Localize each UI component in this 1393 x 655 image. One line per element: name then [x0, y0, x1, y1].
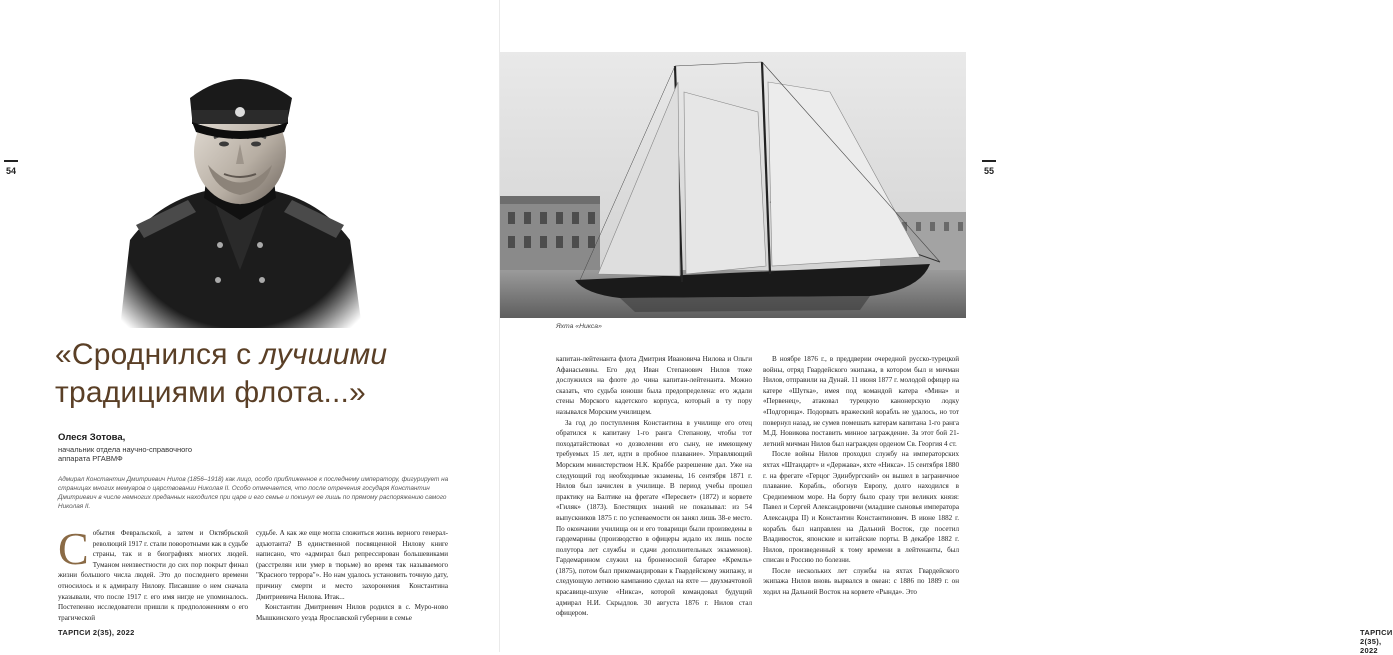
- left-page: [0, 0, 500, 652]
- body-column-3: [556, 354, 752, 619]
- body-paragraph: капитан-лейтенанта флота Дмитрия Ивановича Нилова и Ольги Афанасьевны. Его дед Иван Степанович Нилов тоже дослужился на флоте до чина капитан-лейтенанта. Можно сказать, что судьба юноши была предопределена: его ждали стены Морского кадетского корпуса, который в ту пору назывался Морским училищем.: [556, 355, 752, 416]
- page-number-right: 55: [983, 166, 994, 176]
- admiral-portrait: [100, 40, 380, 328]
- body-paragraph: После нескольких лет службы на яхтах Гвардейского экипажа Нилов вновь вырвался в океан: с 1886 по 1889 г. он ходил на Дальний Восток на корвете «Рында». Это: [763, 566, 959, 597]
- yacht-caption: Яхта «Никса»: [556, 323, 602, 330]
- author-role: начальник отдела научно-справочного аппарата РГАВМФ: [58, 445, 193, 463]
- author-block: [58, 432, 218, 463]
- body-column-4: [763, 354, 959, 598]
- author-name: Олеся Зотова,: [58, 432, 126, 443]
- headline-part-3: традициями флота...»: [55, 376, 366, 409]
- body-paragraph: Константин Дмитриевич Нилов родился в с. Мурo-ново Мышкинского уезда Ярославской губернии в семье: [256, 603, 448, 622]
- footer-right: ТАРПСИ 2(35), 2022: [1360, 628, 1393, 655]
- body-paragraph: В ноябре 1876 г., в преддверии очередной русско-турецкой войны, отряд Гвардейского экипажа, в котором был и мичман Нилов, отправили на Дунай. 11 июня 1877 г. молодой офицер на катере «Шутка», имея под командой катера «Мина» и «Первенец», атаковал турецкую канонерскую лодку «Подгорица». Подорвать вражеский корабль не удалось, но тот повернул назад, не сумев помешать катерам капитана 1-го ранга М.Д. Новикова поставить минное заграждение. За этот бой 21-летний мичман Нилов был награжден орденом Св. Георгия 4 ст.: [763, 355, 959, 448]
- headline-part-1: «Сроднился с: [55, 338, 260, 371]
- body-paragraph: судьбе. А как же еще могла сложиться жизнь верного генерал-адъютанта? В единственной посвященной Нилову книге написано, что «адмирал был репрессирован большевиками (расстрелян или умер в тюрьме) во время так называемого "Красного террора"». Но нам удалось установить точную дату, причину смерти и место захоронения Константина Дмитриевича Нилова. Итак...: [256, 529, 448, 601]
- dropcap: С: [58, 523, 89, 574]
- body-paragraph: За год до поступления Константина в училище его отец обратился к капитану 1-го ранга Степанову, чтобы тот походатайствовал «о дозволении его сыну, не имеющему требуемых 15 лет, идти в пробное плавание». Управляющий Морским министерством Н.К. Краббе разрешение дал. Уже на следующий год необходимые экзамены, 16 сентября 1871 г. Нилов был зачислен в училище. В период учебы прошел практику на Балтике на фрегате «Пересвет» (1872) и корвете «Гиляк» (1873). Блестящих знаний не показывал: из 54 выпускников 1875 г. по успеваемости он занял лишь 38-е место. По окончании училища он и его товарищи были произведены в гардемарины (производство в офицеры ждало их лишь после полутора лет службы и сдачи дополнительных экзаменов). Гардемарином служил на броненосной батарее «Кремль» (1875), потом был прикомандирован к Гвардейскому экипажу, и следующую летнюю кампанию сделал на яхте — двухмачтовой красавице-шхуне «Никса», которой командовал будущий адмирал Н.И. Скрыдлов. 30 августа 1876 г. Нилов стал офицером.: [556, 418, 752, 618]
- body-paragraph: После войны Нилов проходил службу на императорских яхтах «Штандарт» и «Держава», яхте «Никса». 15 сентября 1880 г. на фрегате «Герцог Эдинбургский» он вышел в заграничное плавание. Корабль, обогнув Европу, долго находился в Средиземном море. На борту было сразу три великих князя: Павел и Сергей Александровичи (младшие сыновья императора Александра II) и Константин Константинович. В июне 1882 г. корабль был направлен на Дальний Восток, где посетил Владивосток, японские и китайские порты. В декабре 1882 г. Нилов, произведенный к тому времени в лейтенанты, был списан в Россию по болезни.: [763, 450, 959, 565]
- body-column-1: [58, 523, 248, 623]
- page-number-bar-left: [4, 160, 18, 162]
- article-headline: [55, 336, 485, 412]
- portrait-caption: Адмирал Константин Дмитриевич Нилов (1856–1918) как лицо, особо приближенное к последнему императору, фигурирует на страницах многих мемуаров о царствовании Николая II. Особо отмечается, что после отречения государя Константин Дмитриевич в числе немногих преданных находился при царе и его семье и покинул ее лишь по прямому распоряжению самого Николая II.: [58, 476, 449, 510]
- page-number-left: 54: [6, 166, 17, 176]
- yacht-photo: [500, 52, 966, 318]
- body-paragraph: обытия Февральской, а затем и Октябрьской революций 1917 г. стали поворотными как в судьбе страны, так и в биографиях многих людей. Туманом неизвестности до сих пор покрыт финал жизни большого числа людей. Это до последнего времени относилось и к адмиралу Нилову. Писавшие о нем сначала указывали, что после 1917 г. его имя нигде не упоминалось. Постепенно исследователи пришли к предположениям о его трагической: [58, 529, 248, 622]
- headline-part-2: лучшими: [259, 338, 388, 371]
- page-number-bar-right: [982, 160, 996, 162]
- body-column-2: [256, 528, 448, 623]
- footer-left: ТАРПСИ 2(35), 2022: [58, 628, 135, 637]
